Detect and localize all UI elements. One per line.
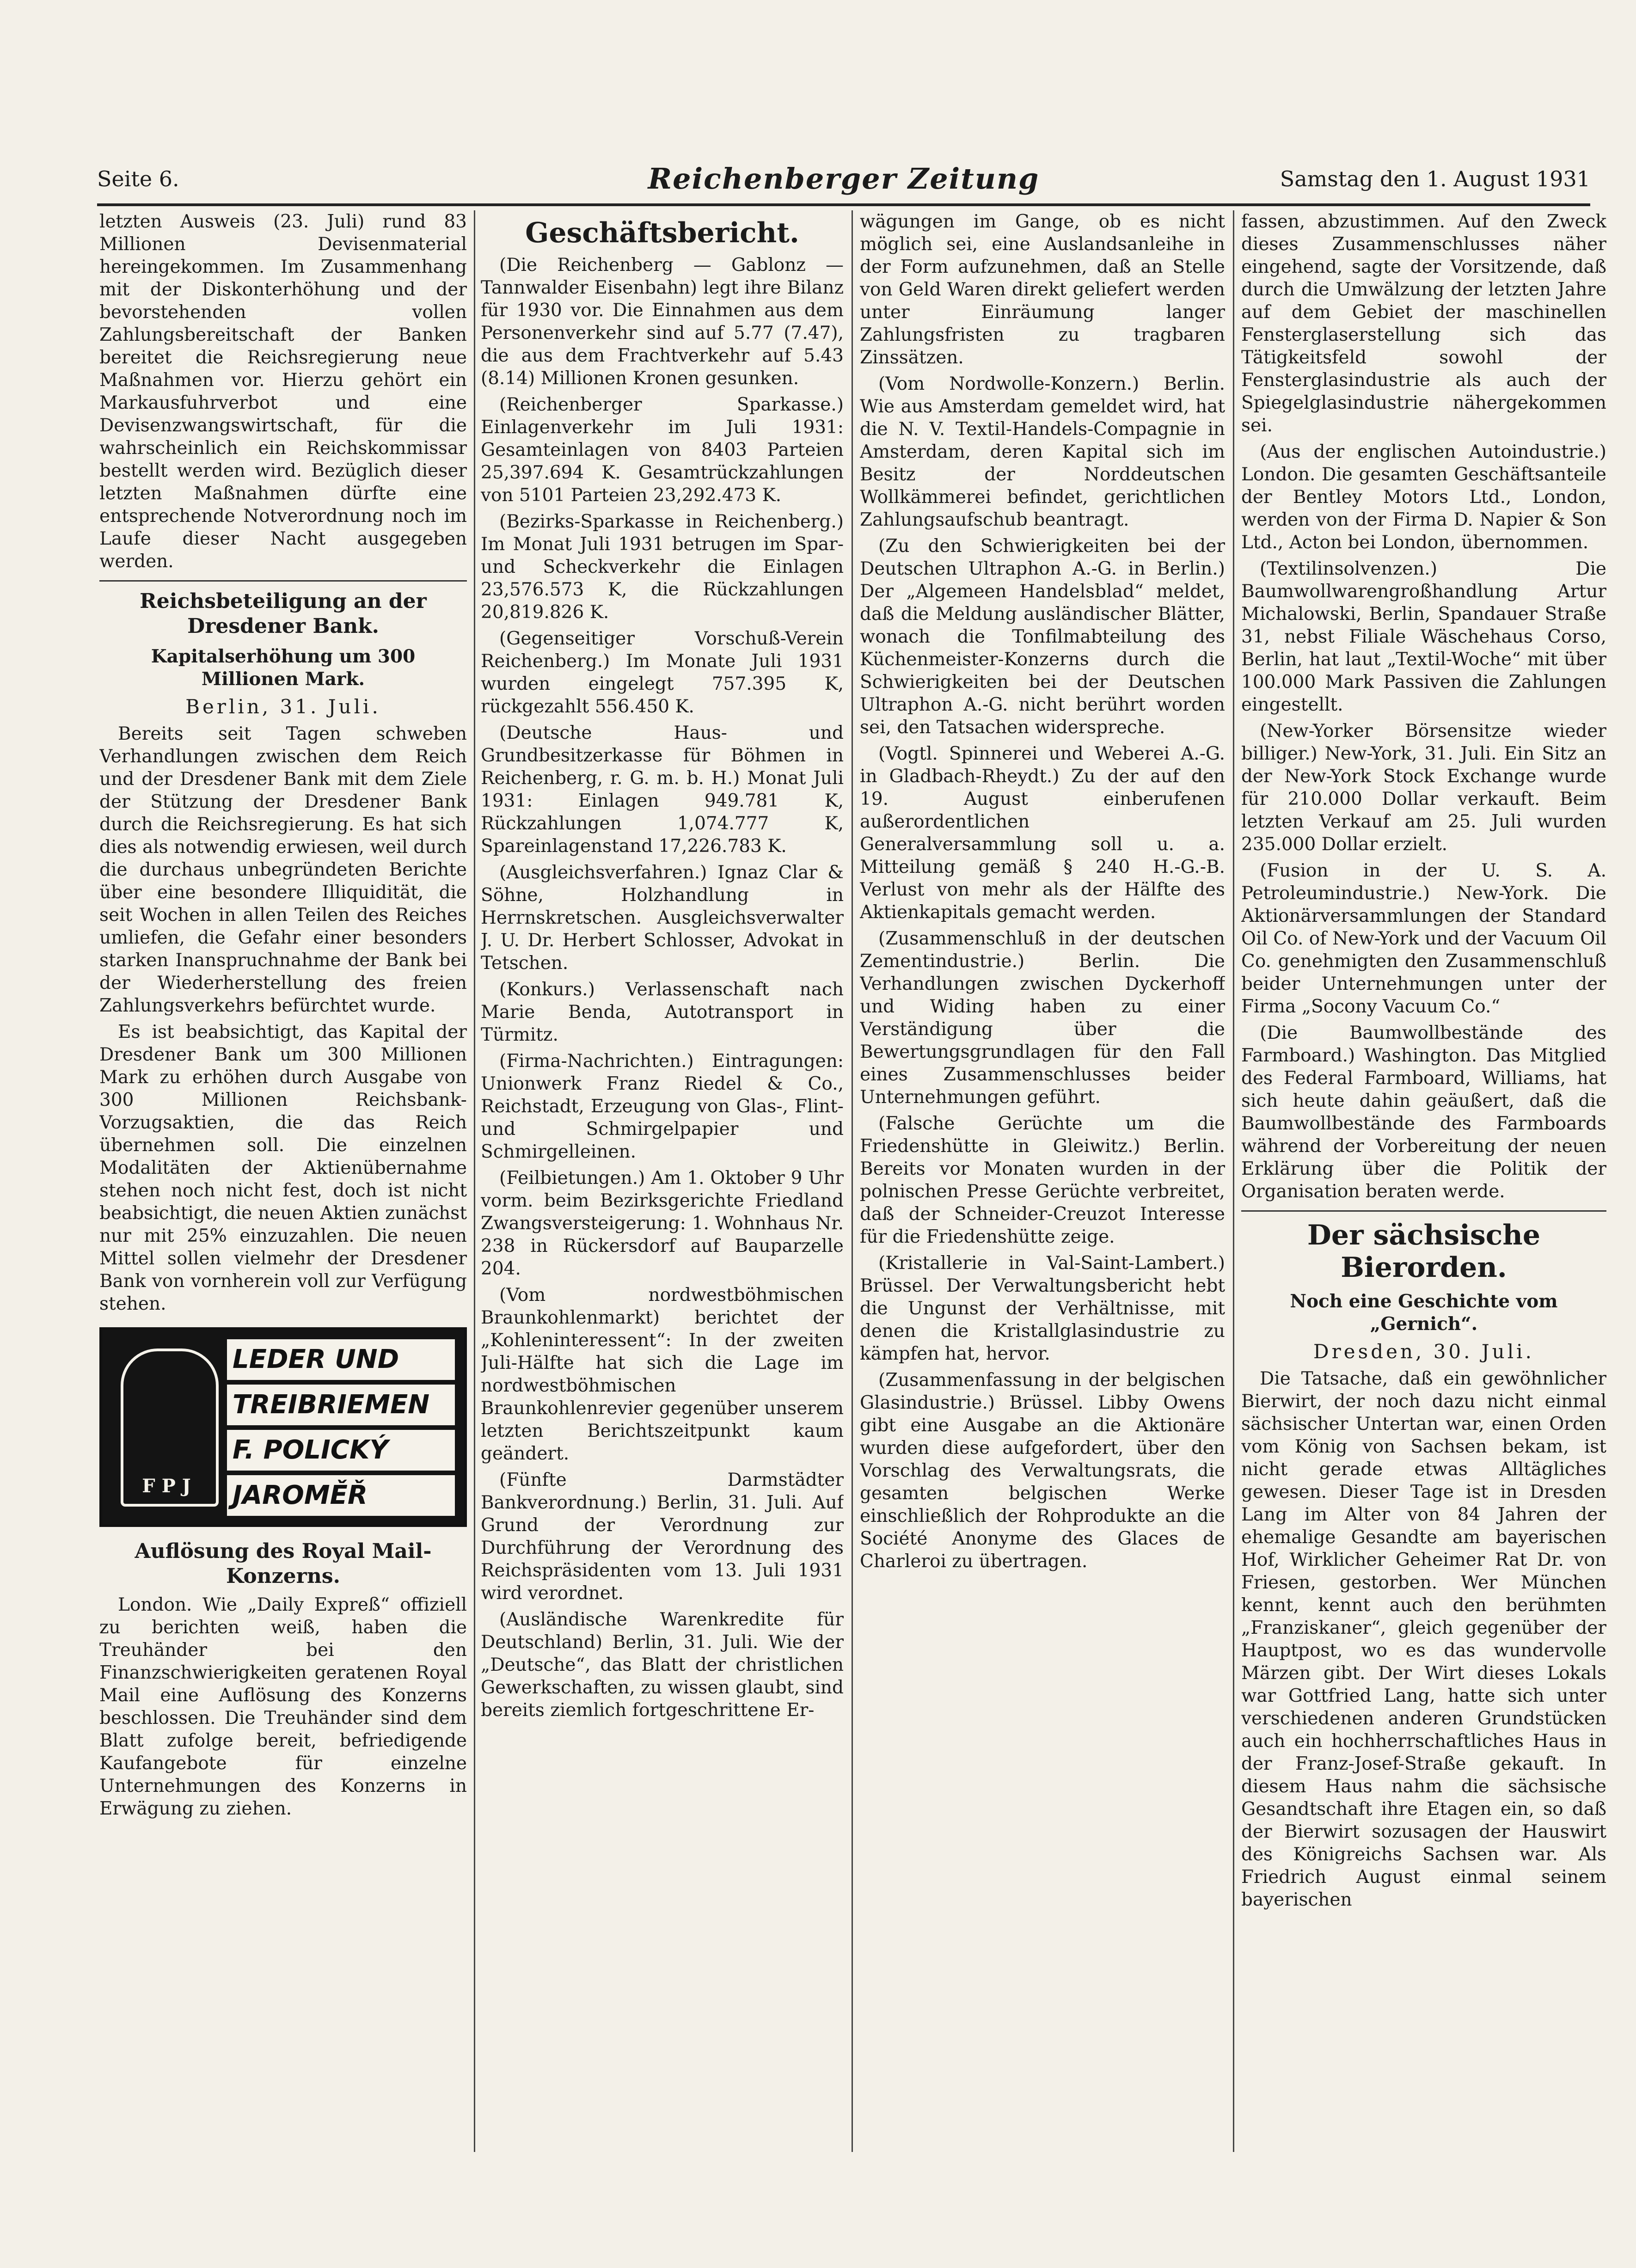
article-paragraph: (Konkurs.) Verlassenschaft nach Marie Benda, Autotransport in Türmitz. bbox=[481, 979, 844, 1045]
article-headline: Reichsbeteiligung an der Dresdener Bank. bbox=[140, 589, 427, 638]
page-number: Seite 6. bbox=[97, 166, 179, 191]
ad-line: JAROMĚŘ bbox=[227, 1475, 455, 1516]
article-paragraph: (Feilbietungen.) Am 1. Oktober 9 Uhr vorm. beim Bezirksgerichte Friedland Zwangsversteigerung: 1. Wohnhaus Nr. 238 in Rückersdorf auf Bauparzelle 204. bbox=[481, 1168, 844, 1279]
article-paragraph: wägungen im Gange, ob es nicht möglich sei, eine Auslandsanleihe in der Form aufzunehmen, daß an Stelle von Geld Waren direkt geliefert werden unter Einräumung langer Zahlungsfristen zu tragbaren Zinssätzen. bbox=[860, 211, 1225, 368]
article-paragraph: (Falsche Gerüchte um die Friedenshütte in Gleiwitz.) Berlin. Bereits vor Monaten wurden in der polnischen Presse Gerüchte verbreitet, daß der Schneider-Creuzot Interesse für die Friedenshütte zeige. bbox=[860, 1113, 1225, 1247]
issue-date: Samstag den 1. August 1931 bbox=[1280, 166, 1590, 191]
column-rule bbox=[1233, 210, 1234, 2152]
article-subheadline: Kapitalserhöhung um 300 Millionen Mark. bbox=[151, 646, 416, 690]
ad-line: F. POLICKÝ bbox=[227, 1430, 455, 1471]
article-paragraph: (New-Yorker Börsensitze wieder billiger.) New-York, 31. Juli. Ein Sitz an der New-York Stock Exchange wurde für 210.000 Dollar verkauft. Beim letzten Verkauf am 25. Juli wurden 235.000 Dollar erzielt. bbox=[1241, 721, 1606, 855]
article-paragraph: Es ist beabsichtigt, das Kapital der Dresdener Bank um 300 Millionen Mark zu erhöhen durch Ausgabe von 300 Millionen Reichsbank-Vorzugsaktien, die das Reich übernehmen soll. Die einzelnen Modalitäten der Aktienübernahme stehen noch nicht fest, doch ist nicht beabsichtigt, die neuen Aktien zunächst nur mit 25% einzuzahlen. Die neuen Mittel sollen vielmehr der Dresdener Bank von vornherein voll zur Verfügung stehen. bbox=[99, 1022, 467, 1314]
article-paragraph: (Textilinsolvenzen.) Die Baumwollwarengroßhandlung Artur Michalowski, Berlin, Spandauer Straße 31, nebst Filiale Wäschehaus Corso, Berlin, hat laut „Textil-Woche“ mit über 100.000 Mark Passiven die Zahlungen eingestellt. bbox=[1241, 558, 1606, 715]
dateline: Berlin, 31. Juli. bbox=[185, 695, 381, 718]
article-paragraph: (Bezirks-Sparkasse in Reichenberg.) Im Monat Juli 1931 betrugen im Spar- und Scheckverkehr die Einlagen 23,576.573 K, die Rückzahlungen 20,819.826 K. bbox=[481, 511, 844, 623]
column-1 bbox=[99, 210, 467, 2152]
column-2 bbox=[481, 210, 844, 2152]
article-paragraph: (Vom nordwestböhmischen Braunkohlenmarkt) berichtet der „Kohleninteressent“: In der zweiten Juli-Hälfte hat sich die Lage im nordwestböhmischen Braunkohlenrevier gegenüber unserem letzten Berichtszeitpunkt kaum geändert. bbox=[481, 1285, 844, 1464]
divider bbox=[1241, 1210, 1606, 1212]
ad-line: TREIBRIEMEN bbox=[227, 1385, 455, 1425]
article-paragraph: (Zu den Schwierigkeiten bei der Deutschen Ultraphon A.-G. in Berlin.) Der „Algemeen Handelsblad“ meldet, daß die Meldung ausländischer Blätter, wonach die Tonfilmabteilung des Küchenmeister-Konzerns durch die Schwierigkeiten bei der Deutschen Ultraphon A.-G. nicht berührt worden sei, den Tatsachen widerspreche. bbox=[860, 536, 1225, 738]
article-paragraph: London. Wie „Daily Expreß“ offiziell zu berichten weiß, haben die Treuhänder bei den Finanzschwierigkeiten geratenen Royal Mail eine Auflösung des Konzerns beschlossen. Die Treuhänder sind dem Blatt zufolge bereit, befriedigende Kaufangebote für einzelne Unternehmungen des Konzerns in Erwägung zu ziehen. bbox=[99, 1594, 467, 1819]
section-headline: Geschäftsbericht. bbox=[525, 217, 799, 249]
article-paragraph: fassen, abzustimmen. Auf den Zweck dieses Zusammenschlusses näher eingehend, sagte der Vorsitzende, daß durch die Umwälzung der letzten Jahre auf dem Gebiet der maschinellen Fensterglaserstellung sich das Tätigkeitsfeld sowohl der Fensterglasindustrie als auch der Spiegelglasindustrie nähergekommen sei. bbox=[1241, 211, 1606, 436]
column-3 bbox=[860, 210, 1225, 2152]
article-headline: Auflösung des Royal Mail-Konzerns. bbox=[135, 1539, 432, 1588]
article-paragraph: Die Tatsache, daß ein gewöhnlicher Bierwirt, der noch dazu nicht einmal sächsischer Untertan war, einen Orden vom König von Sachsen bekam, ist nicht gerade etwas Alltägliches gewesen. Dieser Tage ist in Dresden Lang im Alter von 84 Jahren der ehemalige Gesandte am bayerischen Hof, Wirklicher Geheimer Rat Dr. von Friesen, gestorben. Wer München kennt, kennt auch den berühmten „Franziskaner“, gleich gegenüber der Hauptpost, wo es das wundervolle Märzen gibt. Der Wirt dieses Lokals war Gottfried Lang, hatte sich unter verschiedenen anderen Grundstücken auch ein hochherrschaftliches Haus in der Franz-Josef-Straße gekauft. In diesem Haus nahm die sächsische Gesandtschaft ihre Etagen ein, so daß der Bierwirt sozusagen der Hauswirt des Königreichs Sachsen war. Als Friedrich August einmal seinem bayerischen bbox=[1241, 1368, 1606, 1910]
masthead: Reichenberger Zeitung bbox=[648, 162, 1040, 196]
article-paragraph: Bereits seit Tagen schweben Verhandlungen zwischen dem Reich und der Dresdener Bank mit dem Ziele der Stützung der Dresdener Bank durch die Reichsregierung. Es hat sich dies als notwendig erwiesen, weil durch die durchaus unbegründeten Berichte über eine besondere Illiquidität, die seit Wochen in allen Teilen des Reiches umliefen, die Gefahr einer besonders starken Inanspruchnahme der Bank bei der Wiederherstellung des freien Zahlungsverkehrs befürchtet wurde. bbox=[99, 723, 467, 1016]
shield-logo-icon bbox=[121, 1349, 219, 1507]
article-paragraph: (Zusammenfassung in der belgischen Glasindustrie.) Brüssel. Libby Owens gibt eine Ausgabe an die Aktionäre wurden diese aufgefordert, über den Vorschlag des Verwaltungsrats, die gesamten belgischen Werke einschließlich der Rohprodukte an die Société Anonyme des Glaces de Charleroi zu übertragen. bbox=[860, 1370, 1225, 1572]
article-paragraph: (Fusion in der U. S. A. Petroleumindustrie.) New-York. Die Aktionärversammlungen der Standard Oil Co. of New-York und der Vacuum Oil Co. genehmigten den Zusammenschluß beider Unternehmungen unter der Firma „Socony Vacuum Co.“ bbox=[1241, 860, 1606, 1017]
article-paragraph: (Fünfte Darmstädter Bankverordnung.) Berlin, 31. Juli. Auf Grund der Verordnung zur Durchführung der Verordnung des Reichspräsidenten vom 13. Juli 1931 wird verordnet. bbox=[481, 1470, 844, 1604]
column-4 bbox=[1241, 210, 1606, 2152]
article-paragraph: (Vom Nordwolle-Konzern.) Berlin. Wie aus Amsterdam gemeldet wird, hat die N. V. Textil-Handels-Compagnie in Amsterdam, deren Kapital sich im Besitz der Norddeutschen Wollkämmerei befindet, gerichtlichen Zahlungsaufschub beantragt. bbox=[860, 374, 1225, 530]
logo-letters: FPJ bbox=[142, 1475, 197, 1497]
dateline: Dresden, 30. Juli. bbox=[1313, 1340, 1534, 1363]
article-paragraph: (Die Reichenberg — Gablonz — Tannwalder Eisenbahn) legt ihre Bilanz für 1930 vor. Die Einnahmen aus dem Personenverkehr sind auf 5.77 (7.47), die aus dem Frachtverkehr auf 5.43 (8.14) Millionen Kronen gesunken. bbox=[481, 255, 844, 389]
advertisement bbox=[99, 1327, 467, 1527]
article-paragraph: (Aus der englischen Autoindustrie.) London. Die gesamten Geschäftsanteile der Bentley Motors Ltd., London, werden von der Firma D. Napier & Son Ltd., Acton bei London, übernommen. bbox=[1241, 441, 1606, 553]
article-paragraph: (Zusammenschluß in der deutschen Zementindustrie.) Berlin. Die Verhandlungen zwischen Dyckerhoff und Widing haben zu einer Verständigung über die Bewertungsgrundlagen für den Fall eines Zusammenschlusses beider Unternehmungen geführt. bbox=[860, 928, 1225, 1108]
column-rule bbox=[852, 210, 853, 2152]
article-subheadline: Noch eine Geschichte vom „Gernich“. bbox=[1290, 1291, 1558, 1335]
article-paragraph: (Reichenberger Sparkasse.) Einlagenverkehr im Juli 1931: Gesamteinlagen von 8403 Parteien 25,397.694 K. Gesamtrückzahlungen von 5101 Parteien 23,292.473 K. bbox=[481, 394, 844, 506]
article-paragraph: (Kristallerie in Val-Saint-Lambert.) Brüssel. Der Verwaltungsbericht hebt die Ungunst der Verhältnisse, mit denen die Kristallglasindustrie zu kämpfen hat, hervor. bbox=[860, 1253, 1225, 1364]
article-paragraph: (Ausgleichsverfahren.) Ignaz Clar & Söhne, Holzhandlung in Herrnskretschen. Ausgleichsverwalter J. U. Dr. Herbert Schlosser, Advokat in Tetschen. bbox=[481, 862, 844, 974]
article-paragraph: (Firma-Nachrichten.) Eintragungen: Unionwerk Franz Riedel & Co., Reichstadt, Erzeugung von Glas-, Flint- und Schmirgelpapier und Schmirgelleinen. bbox=[481, 1051, 844, 1162]
article-headline: Der sächsische Bierorden. bbox=[1307, 1219, 1541, 1284]
article-paragraph: (Gegenseitiger Vorschuß-Verein Reichenberg.) Im Monate Juli 1931 wurden eingelegt 757.395 K, rückgezahlt 556.450 K. bbox=[481, 628, 844, 717]
article-paragraph: (Ausländische Warenkredite für Deutschland) Berlin, 31. Juli. Wie der „Deutsche“, das Blatt der christlichen Gewerkschaften, zu wissen glaubt, sind bereits ziemlich fortgeschrittene Er- bbox=[481, 1609, 844, 1721]
article-paragraph: (Deutsche Haus- und Grundbesitzerkasse für Böhmen in Reichenberg, r. G. m. b. H.) Monat Juli 1931: Einlagen 949.781 K, Rückzahlungen 1,074.777 K, Spareinlagenstand 17,226.783 K. bbox=[481, 723, 844, 857]
article-paragraph: (Vogtl. Spinnerei und Weberei A.-G. in Gladbach-Rheydt.) Zu der auf den 19. August einberufenen außerordentlichen Generalversammlung soll u. a. Mitteilung gemäß § 240 H.-G.-B. Verlust von mehr als der Hälfte des Aktienkapitals gemacht werden. bbox=[860, 743, 1225, 923]
page-header bbox=[97, 162, 1590, 206]
ad-line: LEDER UND bbox=[227, 1339, 455, 1380]
column-rule bbox=[474, 210, 475, 2152]
article-paragraph: letzten Ausweis (23. Juli) rund 83 Millionen Devisenmaterial hereingekommen. Im Zusammenhang mit der Diskonterhöhung und der bevorstehenden vollen Zahlungsbereitschaft der Banken bereitet die Reichsregierung neue Maßnahmen vor. Hierzu gehört ein Markausfuhrverbot und eine Devisenzwangswirtschaft, für die wahrscheinlich ein Reichskommissar bestellt werden wird. Bezüglich dieser letzten Maßnahmen dürfte eine entsprechende Notverordnung noch im Laufe dieser Nacht ausgegeben werden. bbox=[99, 211, 467, 572]
divider bbox=[99, 580, 467, 582]
article-paragraph: (Die Baumwollbestände des Farmboard.) Washington. Das Mitglied des Federal Farmboard, Williams, hat sich heute dahin geäußert, daß die Baumwollbestände des Farmboards während der Vorbereitung der neuen Erklärung über die Politik der Organisation beraten werde. bbox=[1241, 1023, 1606, 1202]
